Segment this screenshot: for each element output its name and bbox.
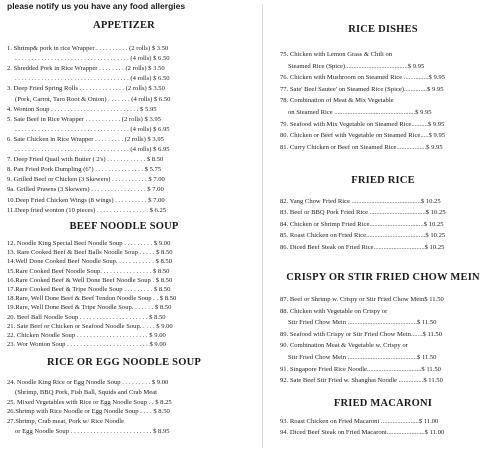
menu-item-line: 6. Sate Chicken in Rice Wrapper . . . . . . . . . (2 rolls) $ 3.95: [7, 135, 164, 143]
chow-mein-heading: CRISPY OR STIR FRIED CHOW MEIN: [286, 272, 480, 283]
menu-item-line: 2. Shredded Pork in Rice Wrapper . . . . . . . . (2 rolls) $ 3.50: [7, 65, 165, 73]
menu-item-line: 81. Curry Chicken or Beef on Steamed Rice..................$ 9.95: [280, 143, 443, 151]
menu-item-line: 26.Shrimp with Rice Noodle or Egg Noodle Soup . . . . $ 8.50: [7, 408, 170, 416]
menu-item-line: 84. Chicken or Shrimp Fried Rice.................................$ 10.25: [280, 220, 444, 228]
egg-noodle-heading: RICE OR EGG NOODLE SOUP: [47, 357, 201, 368]
menu-item-line: 85. Roast Chicken on Fried Rice....................................$ 10.25: [280, 232, 446, 240]
menu-item-line: 92. Sate Beef Stir Fried w. Shanghai Noodle ...............$ 11.50: [280, 377, 443, 385]
menu-item-line: 3. Deep Fried Spring Rolls . . . . . . . . . . . . . . (2 rolls) $ 3.50: [7, 85, 165, 93]
menu-item-line: 86. Diced Beef Steak on Fried Rice...............................$ 10.25: [280, 243, 445, 251]
menu-item-line: on Steamed Rice .................................................$ 9.95: [288, 109, 432, 116]
menu-item-line: Stir Fried Chow Mein ..........................................$ 11.50: [288, 354, 437, 361]
menu-item-line: 16.Rare Cooked Beef & Well Done Beef Noodle Soup . $ 8.50: [7, 276, 173, 284]
menu-item-line: (Pork, Carrot, Taro Root & Onion) . . . . . . . (4 rolls) $ 6.50: [15, 95, 171, 103]
rice-dishes-heading: RICE DISHES: [348, 24, 418, 35]
menu-item-line: 17.Rare Cooked Beef & Tripe Noodle Soup . . . . . . . . . $ 8.50: [7, 286, 171, 293]
menu-item-line: 13. Rare Cooked Beef & Beef Balls Noodle Soup . . . . . $ 8.50: [7, 249, 173, 257]
menu-item-line: 83. Beef or BBQ Pork Fried Rice ..................................$ 10.25: [280, 209, 446, 217]
menu-item-line: 14.Well Done Cooked Beef Noodle Soup. . . . . . . . . . . . $ 8.50: [7, 258, 173, 266]
menu-item-line: 94. Diced Beef Steak on Fried Macaroni.......................$ 11.00: [280, 429, 445, 437]
menu-item-line: 91. Singapore Fried Rice Noodle.................................$ 11.50: [280, 365, 441, 373]
column-divider: [262, 4, 263, 448]
menu-item-line: 21. Sate Beef or Chicken or Seafood Noodle Soup. . . . . $ 9.00: [7, 322, 173, 330]
menu-item-line: 5. Sate Beef in Rice Wrapper . . . . . . . . . . . (2 rolls) $ 3.95: [7, 115, 161, 123]
menu-item-line: 9. Grilled Beef or Chicken (3 Skewers) . . . . . . . . . . . $ 7.00: [7, 176, 165, 184]
menu-item-line: 8. Pan Fried Pork Dumpling (6") . . . . . . . . . . . . . . . $ 5.75: [7, 166, 162, 174]
menu-item-line: 76. Chicken with Mushroom on Steamed Rice ...............$ 9.95: [280, 74, 446, 82]
menu-item-line: 15.Rare Cooked Beef Noodle Soup. . . . . . . . . . . . . . . . $ 8.50: [7, 267, 170, 275]
fried-macaroni-heading: FRIED MACARONI: [333, 398, 433, 409]
menu-item-line: 22. Chicken Noodle Soup . . . . . . . . . . . . . . . . . . . . . . $ 9.00: [7, 332, 166, 339]
appetizer-heading: APPETIZER: [93, 20, 155, 31]
fried-rice-heading: FRIED RICE: [351, 175, 415, 186]
allergy-notice: please notify us you have any food allergies: [7, 1, 186, 11]
menu-item-line: 24. Noodle King Rice or Egg Noodle Soup . . . . . . . . . $ 9.00: [7, 379, 169, 386]
menu-item-line: Stir Fried Chow Mein ..........................................$ 11.50: [288, 319, 437, 327]
menu-item-line: 87. Beef or Shrimp w. Crispy or Stir Fried Chow Mein$ 11.50: [280, 296, 444, 303]
menu-item-line: (Shrimp, BBQ Pork, Fish Ball, Squids and Crab Meat: [15, 388, 157, 396]
menu-item-line: 88. Chicken with Vegetable on Crispy or: [280, 307, 388, 315]
menu-item-line: 11.Deep fried wonton (10 pieces) . . . . . . . . . . . . . . . . $ 6.25: [7, 206, 167, 214]
menu-item-line: 75. Chicken with Lemon Grass & Chili on: [280, 51, 393, 58]
beef-noodle-heading: BEEF NOODLE SOUP: [69, 221, 179, 232]
menu-item-line: 79. Seafood with Mix Vegetable on Steamed Rice..........$ 9.95: [280, 120, 445, 128]
menu-item-line: 9a. Grilled Prawns (3 Skewers) . . . . . . . . . . . . . . . . . $ 7.00: [7, 186, 164, 194]
menu-item-line: 82. Yang Chow Fried Rice ..........................................$ 10.25: [280, 198, 441, 205]
menu-item-line: 10.Deep Fried Chicken Wings (8 wings) . . . . . . . . . . $ 7.00: [7, 196, 165, 204]
menu-item-line: 18.Rare, Well Done Beef & Beef Tendon Noodle Soup . . $ 8.50: [7, 295, 177, 303]
menu-item-line: 80. Chicken or Beef with Vegetable on Steamed Rice.....$ 9.95: [280, 132, 446, 140]
menu-item-line: 4. Wonton Soup . . . . . . . . . . . . . . . . . . . . . . . . . . . $ 5.95: [7, 105, 157, 113]
menu-item-line: 27.Shrimp, Crab meat, Pork w/ Rice Noodle: [7, 418, 125, 426]
menu-item-line: 77. Sate' Beef Sautee' on Steamed Rice (Spice)..............$ 9.95: [280, 85, 444, 93]
menu-item-line: 20. Beef Ball Noodle Soup . . . . . . . . . . . . . . . . . . . . . $ 8.50: [7, 313, 166, 321]
menu-item-line: or Egg Noodle Soup . . . . . . . . . . . . . . . . . . . . . . . . . $ 8.95: [15, 428, 170, 435]
menu-item-line: 1. Shrimp& pork in rice Wrapper . . . . . . . . . . (2 rolls) $ 3.50: [7, 45, 169, 52]
menu-item-line: . . . . . . . . . . . . . . . . . . . . . . . . . . . . . . . . . . . (4 rolls) $ 6.50: [15, 75, 170, 83]
menu-item-line: . . . . . . . . . . . . . . . . . . . . . . . . . . . . . . . . . . . (4 rolls) $ 6.95: [15, 125, 170, 133]
menu-item-line: 23. Wor Wonton Soup . . . . . . . . . . . . . . . . . . . . . . . . . $ 9.00: [7, 341, 166, 349]
menu-item-line: 12. Noodle King Special Beef Noodle Soup . . . . . . . . . $ 9.00: [7, 240, 171, 247]
menu-item-line: 78. Combination of Meat & Mix Vegetable: [280, 97, 394, 105]
menu-item-line: 7. Deep Fried Quail with Butter ( 2's) . . . . . . . . . . . . $ 8.50: [7, 156, 164, 164]
menu-item-line: 90. Combination Meat & Vegetable w. Crispy or: [280, 342, 408, 350]
menu-item-line: 93. Roast Chicken on Fried Macaroni .......................$ 11.00: [280, 418, 439, 425]
menu-item-line: . . . . . . . . . . . . . . . . . . . . . . . . . . . . . . . . . . . (4 rolls) $ 6.95: [15, 146, 170, 153]
menu-item-line: . . . . . . . . . . . . . . . . . . . . . . . . . . . . . . . . . . . (4 rolls) $ 6.50: [15, 55, 170, 63]
menu-item-line: 89. Seafood with Crispy or Stir Fried Chow Mein.......$ 11.50: [280, 330, 443, 338]
menu-item-line: Steamed Rice (Spice)......................................$ 9.95: [288, 62, 425, 70]
menu-item-line: 19.Rare, Well Done Beef & Tripe Noodle Soup. . . . . . . $ 8.50: [7, 304, 172, 312]
menu-item-line: 25. Mixed Vegetables with Rice or Egg Noodle Soup . . $ 8.25: [7, 398, 172, 406]
